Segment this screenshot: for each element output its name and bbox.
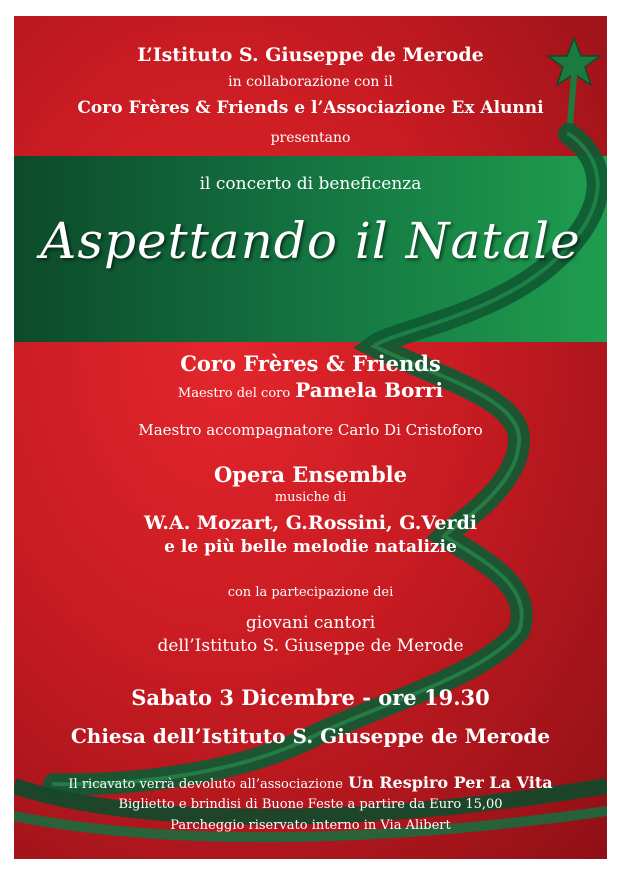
parking-line: Parcheggio riservato interno in Via Alibert: [170, 818, 451, 833]
participation-line: con la partecipazione dei: [227, 585, 394, 600]
partners-line: Coro Frères & Friends e l’Associazione Ex Alunni: [77, 98, 544, 118]
conductor-name: Pamela Borri: [295, 378, 444, 402]
melodies-line: e le più belle melodie natalizie: [164, 537, 457, 557]
singers-from-line: dell’Istituto S. Giuseppe de Merode: [157, 636, 464, 656]
banner-subtitle: il concerto di beneficenza: [199, 174, 422, 194]
conductor-line: [14, 378, 607, 402]
singers-line: giovani cantori: [245, 613, 376, 633]
collab-line: in collaborazione con il: [228, 74, 393, 90]
presents-line: presentano: [270, 130, 351, 146]
charity-name: Un Respiro Per La Vita: [348, 773, 553, 792]
conductor-label: Maestro del coro: [177, 386, 291, 401]
banner-title: Aspettando il Natale: [40, 212, 581, 270]
concert-poster: [14, 16, 607, 859]
composers-line: W.A. Mozart, G.Rossini, G.Verdi: [143, 512, 478, 534]
accompanist-line: Maestro accompagnatore Carlo Di Cristoforo: [138, 421, 483, 439]
institute-line: L’Istituto S. Giuseppe de Merode: [137, 44, 484, 66]
tickets-line: Biglietto e brindisi di Buone Feste a partire da Euro 15,00: [118, 797, 503, 812]
proceeds-line: [14, 773, 607, 792]
choir-name: Coro Frères & Friends: [180, 351, 441, 376]
event-venue: Chiesa dell’Istituto S. Giuseppe de Merode: [70, 724, 551, 748]
ensemble-name: Opera Ensemble: [213, 462, 408, 487]
proceeds-prefix: Il ricavato verrà devoluto all’associazione: [68, 777, 343, 792]
music-by-line: musiche di: [274, 490, 347, 505]
event-date: Sabato 3 Dicembre - ore 19.30: [131, 685, 490, 710]
